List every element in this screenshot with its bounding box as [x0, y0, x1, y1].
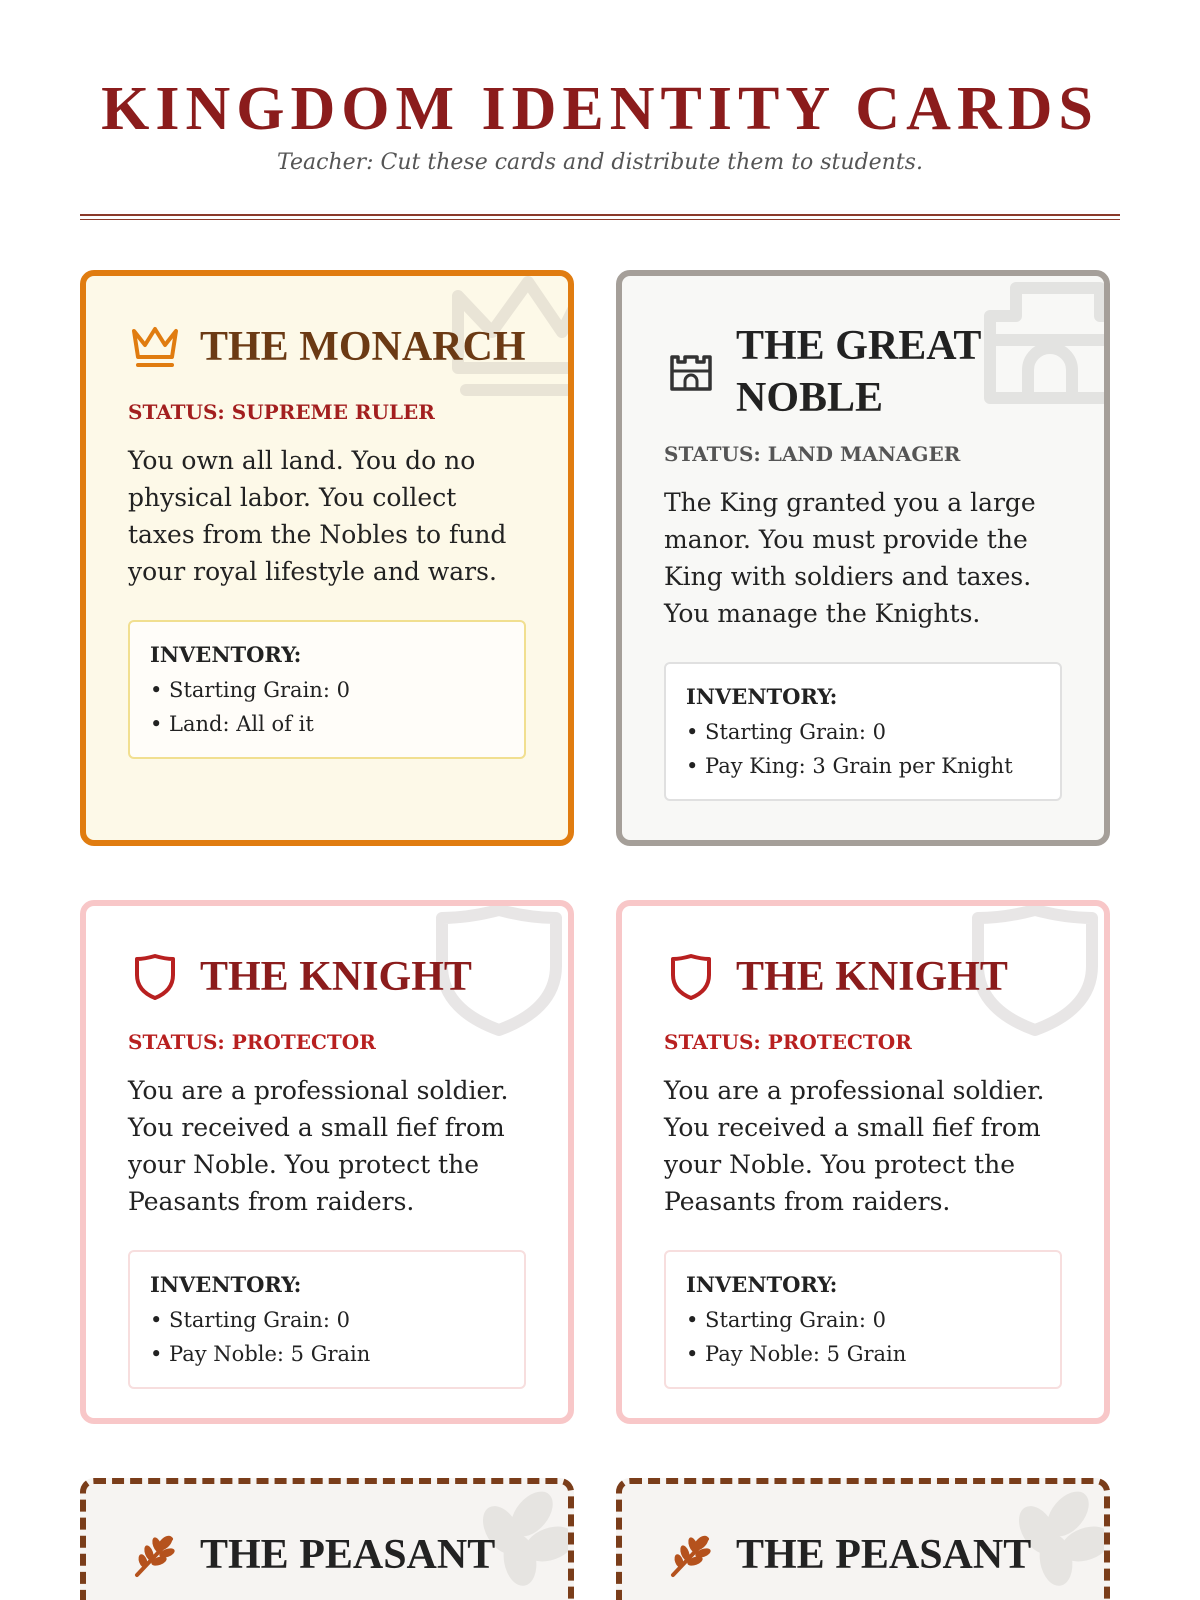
inventory-label: INVENTORY:	[150, 1272, 302, 1297]
card-peasant	[80, 1478, 574, 1600]
inventory-label: INVENTORY:	[686, 684, 838, 709]
card-title: THE MONARCH	[200, 324, 526, 370]
inventory-box	[128, 620, 526, 759]
card-title: THE KNIGHT	[736, 954, 1008, 1000]
card-monarch	[80, 270, 574, 846]
card-description: The King granted you a large manor. You must provide the King with soldiers and taxes. You manage the Knights.	[664, 488, 1036, 628]
inventory-label: INVENTORY:	[686, 1272, 838, 1297]
card-header	[664, 320, 1062, 424]
shield-icon	[128, 950, 182, 1004]
castle-icon	[664, 345, 718, 399]
inventory-item: • Pay King: 3 Grain per Knight	[686, 754, 1013, 778]
wheat-icon	[128, 1528, 182, 1582]
card-knight	[616, 900, 1110, 1424]
inventory-item: • Land: All of it	[150, 712, 314, 736]
page-subtitle: Teacher: Cut these cards and distribute them to students.	[277, 150, 923, 175]
card-status: STATUS: SUPREME RULER	[128, 400, 435, 424]
wheat-icon	[664, 1528, 718, 1582]
card-header	[128, 1528, 526, 1582]
card-status: STATUS: PROTECTOR	[664, 1030, 912, 1054]
card-header	[128, 950, 526, 1004]
inventory-label: INVENTORY:	[150, 642, 302, 667]
card-description: You are a professional soldier. You received a small fief from your Noble. You protect the Peasants from raiders.	[664, 1076, 1045, 1216]
card-header	[664, 1528, 1062, 1582]
shield-icon	[664, 950, 718, 1004]
card-title: THE PEASANT	[736, 1532, 1032, 1578]
inventory-item: • Starting Grain: 0	[686, 720, 886, 744]
card-status: STATUS: PROTECTOR	[128, 1030, 376, 1054]
card-title: THE KNIGHT	[200, 954, 472, 1000]
inventory-item: • Starting Grain: 0	[150, 678, 350, 702]
card-header	[664, 950, 1062, 1004]
card-peasant	[616, 1478, 1110, 1600]
card-great-noble	[616, 270, 1110, 846]
inventory-box	[664, 1250, 1062, 1389]
card-knight	[80, 900, 574, 1424]
card-description: You own all land. You do no physical labor. You collect taxes from the Nobles to fund your royal lifestyle and wars.	[128, 446, 507, 586]
card-title: THE GREAT NOBLE	[736, 323, 981, 421]
crown-icon	[128, 320, 182, 374]
card-status: STATUS: LAND MANAGER	[664, 442, 961, 466]
card-title: THE PEASANT	[200, 1532, 496, 1578]
page-title: KINGDOM IDENTITY CARDS	[101, 75, 1099, 143]
inventory-item: • Starting Grain: 0	[150, 1308, 350, 1332]
card-header	[128, 320, 526, 374]
page-header	[0, 75, 1200, 175]
inventory-item: • Pay Noble: 5 Grain	[150, 1342, 371, 1366]
inventory-item: • Pay Noble: 5 Grain	[686, 1342, 907, 1366]
inventory-item: • Starting Grain: 0	[686, 1308, 886, 1332]
card-description: You are a professional soldier. You received a small fief from your Noble. You protect the Peasants from raiders.	[128, 1076, 509, 1216]
inventory-box	[128, 1250, 526, 1389]
header-divider	[80, 214, 1120, 220]
inventory-box	[664, 662, 1062, 801]
